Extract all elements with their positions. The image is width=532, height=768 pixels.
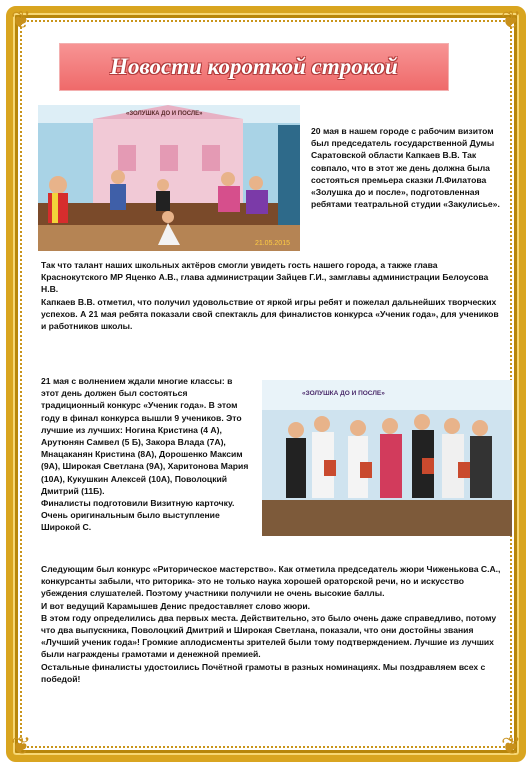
article-paragraph: В этом году определились два первых места. Действительно, это было очень даже справедливо, потому что два выпускника, Поволоцкий Дмитрий и Широкая Светлана, показали, что они достойны звания «Лучший ученик года»! Громкие аплодисменты зрителей были тому подтверждением. Лучшие из лучших были награждены грамотами и денежной премией. — [41, 612, 497, 660]
photo-date-stamp: 21.05.2015 — [254, 240, 290, 247]
article-paragraph: И вот ведущий Карамышев Денис предоставляет слово жюри. — [41, 600, 310, 611]
title-banner — [60, 44, 448, 90]
corner-ornament-icon: ❦ — [500, 733, 522, 760]
article-block-1 — [311, 125, 501, 210]
article-paragraph: 21 мая с волнением ждали многие классы: в этот день должен был состояться традиционный конкурс «Ученик года». В этом году в финал конкурса вышли 9 учеников. Это лучшие из лучших: Ногина Кристина (4 А), Арутюнян Самвел (5 Б), Закора Влада (7А), Мнацаканян Кристина (8А), Дорошенко Максим (9А), Широкая Светлана (9А), Харитонова Мария (10А), Кукушкин Алексей (10А), Поволоцкий Дмитрий (11Б). — [41, 376, 249, 496]
article-block-4 — [41, 563, 503, 685]
finalists-scene-illustration — [262, 380, 512, 536]
finalists-group-photo — [262, 380, 512, 536]
stage-scene-illustration — [38, 105, 300, 251]
corner-ornament-icon: ❦ — [500, 7, 522, 34]
article-block-2 — [41, 259, 503, 332]
stage-sign-text: «ЗОЛУШКА ДО И ПОСЛЕ» — [302, 390, 385, 397]
article-block-3 — [41, 375, 251, 534]
article-paragraph: Капкаев В.В. отметил, что получил удовольствие от яркой игры ребят и пожелал дальнейших творческих успехов. А 21 мая ребята показали свой спектакль для финалистов конкурса «Ученик года», для учеников и работников школы. — [41, 296, 499, 332]
corner-ornament-icon: ❦ — [10, 7, 32, 34]
article-paragraph: Финалисты подготовили Визитную карточку. Очень оригинальным было выступление Широкой С. — [41, 498, 235, 533]
stage-sign-text: «ЗОЛУШКА ДО И ПОСЛЕ» — [126, 111, 203, 117]
article-paragraph: Так что талант наших школьных актёров смогли увидеть гость нашего города, а также глава Краснокутского МР Яценко А.В., глава администрации Зайцев Г.И., замглавы администрации Белоусова Н.В. — [41, 260, 489, 295]
article-paragraph: Следующим был конкурс «Риторическое мастерство». Как отметила председатель жюри Чиженькова С.А., конкурсанты забыли, что риторика- это не только наука хорошей ораторской речи, но и искусство убеждения слушателей. Поэтому участники получили не очень высокие баллы. — [41, 564, 501, 599]
theatre-stage-photo — [38, 105, 300, 251]
page-title: Новости короткой строкой — [110, 54, 398, 79]
article-paragraph: 20 мая в нашем городе с рабочим визитом был председатель государственной Думы Саратовской области Капкаев В.В. Так совпало, что в этот же день должна была состояться премьера сказки Л.Филатова «Золушка до и после», подготовленная ребятами театральной студии «Закулисье». — [311, 126, 500, 210]
corner-ornament-icon: ❦ — [10, 733, 32, 760]
article-paragraph: Остальные финалисты удостоились Почётной грамоты в разных номинациях. Мы поздравляем всех с победой! — [41, 661, 486, 684]
